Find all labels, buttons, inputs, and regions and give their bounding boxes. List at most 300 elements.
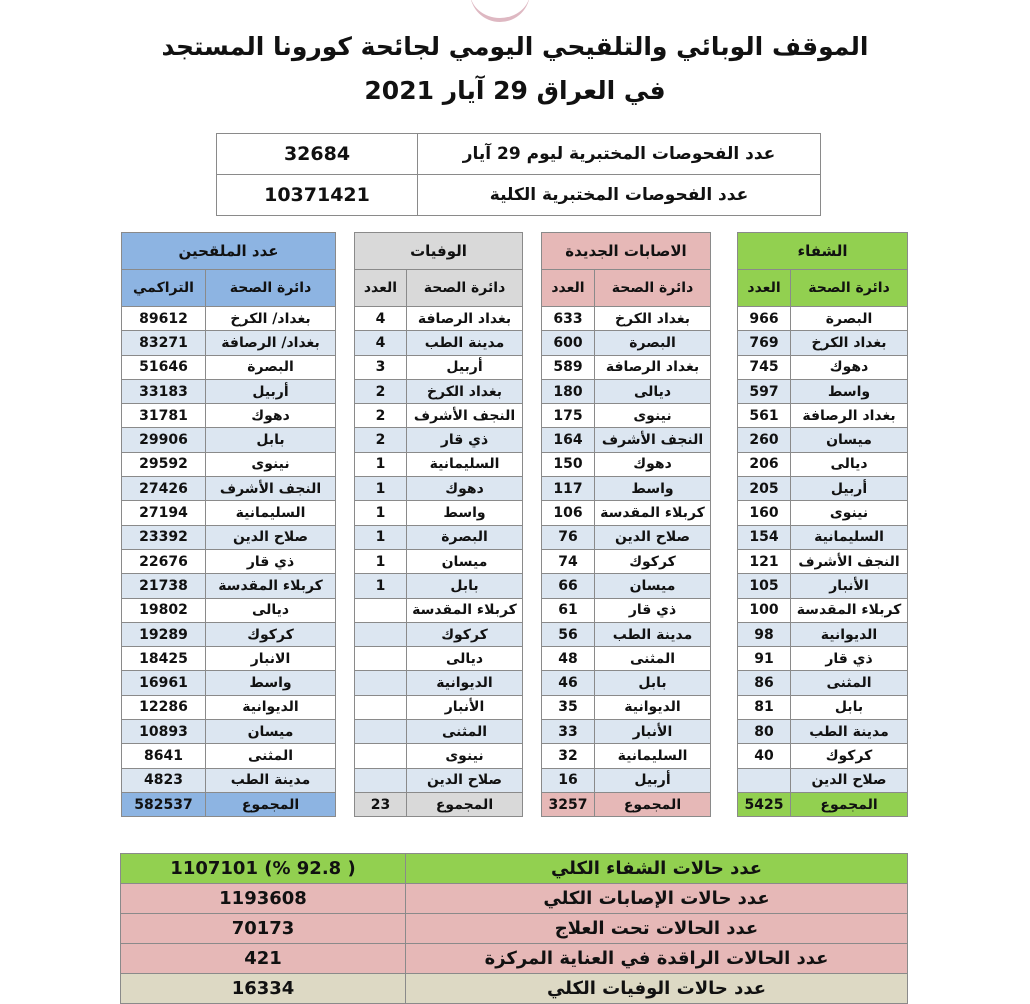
table-title-row [542,233,711,270]
district-name: مدينة الطب [595,622,711,646]
district-name: أربيل [407,355,523,379]
column-header-count: التراكمي [122,270,206,307]
district-count: 61 [542,598,595,622]
summary-label: عدد حالات الإصابات الكلي [406,884,908,914]
district-count: 56 [542,622,595,646]
table-row [355,379,523,403]
district-name: كربلاء المقدسة [407,598,523,622]
district-count: 1 [355,525,407,549]
district-name: صلاح الدين [206,525,336,549]
district-name: نينوى [791,501,908,525]
district-name: ميسان [407,549,523,573]
district-name: ديالى [595,379,711,403]
vaccinated-title: عدد الملقحين [122,233,336,270]
district-name: كربلاء المقدسة [791,598,908,622]
district-count [355,720,407,744]
summary-table [120,853,908,1004]
district-name: الأنبار [791,574,908,598]
district-name: بغداد الرصافة [595,355,711,379]
district-count: 966 [738,307,791,331]
district-count: 76 [542,525,595,549]
deaths-title: الوفيات [355,233,523,270]
table-row [122,574,336,598]
district-name: كربلاء المقدسة [206,574,336,598]
column-header-row [738,270,908,307]
table-row [738,671,908,695]
district-count [738,768,791,792]
district-count: 175 [542,404,595,428]
district-name: المثنى [206,744,336,768]
table-row [542,477,711,501]
district-name: ميسان [206,720,336,744]
total-tests-row [217,175,821,216]
table-row [542,574,711,598]
table-row [542,695,711,719]
column-header-district: دائرة الصحة [595,270,711,307]
district-count: 769 [738,331,791,355]
table-row [122,452,336,476]
summary-row [121,854,908,884]
district-count: 1 [355,574,407,598]
district-name: ديالى [791,452,908,476]
cases-title: الاصابات الجديدة [542,233,711,270]
district-count: 19802 [122,598,206,622]
district-count: 32 [542,744,595,768]
table-title-row [355,233,523,270]
table-row [122,404,336,428]
daily-tests-row [217,134,821,175]
table-row [122,744,336,768]
district-count: 1 [355,452,407,476]
district-name: نينوى [206,452,336,476]
district-name: دهوك [407,477,523,501]
district-count [355,647,407,671]
district-count: 98 [738,622,791,646]
table-row [738,695,908,719]
district-count: 74 [542,549,595,573]
district-name: ذي قار [206,549,336,573]
district-count: 205 [738,477,791,501]
district-name: الديوانية [595,695,711,719]
total-tests-label: عدد الفحوصات المختبرية الكلية [418,175,821,216]
table-title-row [122,233,336,270]
district-count: 19289 [122,622,206,646]
district-count: 35 [542,695,595,719]
table-row [122,307,336,331]
table-row [542,671,711,695]
district-count: 16 [542,768,595,792]
district-name: دهوك [206,404,336,428]
table-row [355,549,523,573]
district-name: المثنى [791,671,908,695]
district-name: كربلاء المقدسة [595,501,711,525]
district-count: 100 [738,598,791,622]
district-name: دهوك [595,452,711,476]
district-count: 89612 [122,307,206,331]
page-title: الموقف الوبائي والتلقيحي اليومي لجائحة كورونا المستجد [161,32,869,61]
district-count: 260 [738,428,791,452]
district-name: السليمانية [206,501,336,525]
district-count [355,768,407,792]
district-count: 206 [738,452,791,476]
total-value: 23 [355,792,407,816]
district-name: أربيل [791,477,908,501]
district-count: 23392 [122,525,206,549]
district-count: 40 [738,744,791,768]
table-row [122,525,336,549]
district-count: 180 [542,379,595,403]
table-row [738,647,908,671]
district-count: 46 [542,671,595,695]
summary-value: 16334 [121,974,406,1004]
page-subtitle-date: في العراق 29 آيار 2021 [364,76,666,105]
district-name: بغداد الكرخ [791,331,908,355]
district-name: النجف الأشرف [206,477,336,501]
column-header-row [542,270,711,307]
table-row [738,549,908,573]
district-count: 1 [355,501,407,525]
table-row [122,549,336,573]
column-header-count: العدد [355,270,407,307]
summary-row [121,974,908,1004]
district-count [355,671,407,695]
district-count: 51646 [122,355,206,379]
district-name: مدينة الطب [791,720,908,744]
column-header-district: دائرة الصحة [206,270,336,307]
table-row [355,331,523,355]
district-count: 154 [738,525,791,549]
district-name: بغداد/ الرصافة [206,331,336,355]
district-name: نينوى [407,744,523,768]
table-row [355,452,523,476]
table-row [738,525,908,549]
total-label: المجموع [791,792,908,816]
district-name: بغداد الرصافة [791,404,908,428]
district-count: 18425 [122,647,206,671]
summary-row [121,914,908,944]
table-row [542,768,711,792]
district-name: صلاح الدين [791,768,908,792]
district-count: 106 [542,501,595,525]
district-count: 91 [738,647,791,671]
district-name: بغداد/ الكرخ [206,307,336,331]
column-header-count: العدد [542,270,595,307]
table-row [122,720,336,744]
column-header-count: العدد [738,270,791,307]
total-value: 3257 [542,792,595,816]
table-row [542,428,711,452]
district-count: 33 [542,720,595,744]
table-row [738,598,908,622]
table-row [355,477,523,501]
table-row [122,695,336,719]
table-row [738,744,908,768]
total-label: المجموع [407,792,523,816]
table-row [542,647,711,671]
table-row [542,501,711,525]
summary-row [121,884,908,914]
district-name: دهوك [791,355,908,379]
daily-tests-value: 32684 [217,134,418,175]
district-name: البصرة [206,355,336,379]
table-row [122,379,336,403]
district-count: 27194 [122,501,206,525]
summary-label: عدد حالات الشفاء الكلي [406,854,908,884]
district-name: النجف الأشرف [595,428,711,452]
table-row [738,307,908,331]
recovery-table [737,232,908,817]
district-count: 33183 [122,379,206,403]
district-name: النجف الأشرف [407,404,523,428]
district-name: البصرة [791,307,908,331]
district-count: 2 [355,379,407,403]
district-name: واسط [206,671,336,695]
district-count: 10893 [122,720,206,744]
district-name: السليمانية [791,525,908,549]
district-count: 27426 [122,477,206,501]
district-name: ذي قار [791,647,908,671]
table-row [738,355,908,379]
summary-label: عدد حالات الوفيات الكلي [406,974,908,1004]
district-name: واسط [595,477,711,501]
district-name: مدينة الطب [206,768,336,792]
district-count: 12286 [122,695,206,719]
deaths-table [354,232,523,817]
district-count: 1 [355,477,407,501]
district-count: 633 [542,307,595,331]
lab-tests-table [216,133,821,216]
district-name: الديوانية [407,671,523,695]
district-count: 22676 [122,549,206,573]
district-name: النجف الأشرف [791,549,908,573]
table-row [355,695,523,719]
district-name: كركوك [407,622,523,646]
district-count: 8641 [122,744,206,768]
total-row [355,792,523,816]
district-name: بابل [407,574,523,598]
district-name: واسط [407,501,523,525]
table-row [738,768,908,792]
summary-label: عدد الحالات الراقدة في العناية المركزة [406,944,908,974]
district-count [355,598,407,622]
summary-row [121,944,908,974]
table-row [122,501,336,525]
district-name: الديوانية [206,695,336,719]
total-value: 582537 [122,792,206,816]
district-count: 160 [738,501,791,525]
district-name: أربيل [206,379,336,403]
table-row [542,355,711,379]
district-count: 589 [542,355,595,379]
table-row [738,622,908,646]
district-name: بابل [791,695,908,719]
total-tests-value: 10371421 [217,175,418,216]
column-header-row [122,270,336,307]
table-row [738,452,908,476]
district-count [355,744,407,768]
table-row [355,428,523,452]
district-name: صلاح الدين [407,768,523,792]
table-row [738,404,908,428]
table-row [542,549,711,573]
table-row [355,574,523,598]
summary-value: 421 [121,944,406,974]
table-row [542,598,711,622]
summary-value: 1193608 [121,884,406,914]
summary-label: عدد الحالات تحت العلاج [406,914,908,944]
total-row [542,792,711,816]
table-row [542,307,711,331]
district-count: 117 [542,477,595,501]
table-row [122,622,336,646]
table-row [738,477,908,501]
district-name: بغداد الكرخ [407,379,523,403]
district-name: كركوك [791,744,908,768]
district-count: 29592 [122,452,206,476]
district-name: البصرة [595,331,711,355]
district-name: الأنبار [595,720,711,744]
district-name: أربيل [595,768,711,792]
district-name: ديالى [407,647,523,671]
table-row [542,525,711,549]
summary-value: 70173 [121,914,406,944]
district-count: 2 [355,404,407,428]
district-name: صلاح الدين [595,525,711,549]
table-row [122,428,336,452]
table-row [122,671,336,695]
column-header-district: دائرة الصحة [407,270,523,307]
total-value: 5425 [738,792,791,816]
table-row [355,404,523,428]
table-row [355,307,523,331]
table-row [355,355,523,379]
table-row [738,428,908,452]
table-row [738,379,908,403]
district-name: مدينة الطب [407,331,523,355]
district-count: 2 [355,428,407,452]
district-count: 164 [542,428,595,452]
total-label: المجموع [595,792,711,816]
district-count: 86 [738,671,791,695]
district-name: الانبار [206,647,336,671]
total-row [122,792,336,816]
table-row [542,379,711,403]
table-row [542,452,711,476]
district-count: 81 [738,695,791,719]
table-row [355,671,523,695]
table-row [355,525,523,549]
column-header-district: دائرة الصحة [791,270,908,307]
table-row [738,720,908,744]
table-row [542,331,711,355]
table-row [355,768,523,792]
district-count: 4823 [122,768,206,792]
district-name: المثنى [595,647,711,671]
column-header-row [355,270,523,307]
district-name: الديوانية [791,622,908,646]
district-name: ذي قار [595,598,711,622]
district-count: 1 [355,549,407,573]
district-count: 4 [355,307,407,331]
district-count: 105 [738,574,791,598]
table-row [122,647,336,671]
district-count: 48 [542,647,595,671]
table-row [122,331,336,355]
daily-tests-label: عدد الفحوصات المختبرية ليوم 29 آيار [418,134,821,175]
district-name: ميسان [791,428,908,452]
district-count: 80 [738,720,791,744]
vaccinated-table [121,232,336,817]
district-name: كركوك [206,622,336,646]
table-title-row [738,233,908,270]
district-name: بغداد الرصافة [407,307,523,331]
district-count: 600 [542,331,595,355]
district-count [355,695,407,719]
district-name: كركوك [595,549,711,573]
district-count: 597 [738,379,791,403]
district-count: 150 [542,452,595,476]
table-row [122,477,336,501]
table-row [542,622,711,646]
district-count: 66 [542,574,595,598]
district-count: 29906 [122,428,206,452]
table-row [355,622,523,646]
district-count: 4 [355,331,407,355]
district-count: 83271 [122,331,206,355]
table-row [542,720,711,744]
table-row [122,355,336,379]
table-row [355,744,523,768]
table-row [355,647,523,671]
table-row [738,574,908,598]
district-name: بغداد الكرخ [595,307,711,331]
table-row [542,404,711,428]
table-row [355,598,523,622]
total-row [738,792,908,816]
district-count: 3 [355,355,407,379]
district-name: بابل [206,428,336,452]
district-name: البصرة [407,525,523,549]
district-count: 121 [738,549,791,573]
district-name: نينوى [595,404,711,428]
district-name: السليمانية [595,744,711,768]
district-name: بابل [595,671,711,695]
table-row [355,501,523,525]
district-count: 561 [738,404,791,428]
district-count: 745 [738,355,791,379]
table-row [738,331,908,355]
recovery-title: الشفاء [738,233,908,270]
district-name: الأنبار [407,695,523,719]
table-row [122,768,336,792]
district-count: 21738 [122,574,206,598]
district-name: السليمانية [407,452,523,476]
district-name: ديالى [206,598,336,622]
table-row [738,501,908,525]
ministry-logo [470,0,530,22]
district-name: ميسان [595,574,711,598]
total-label: المجموع [206,792,336,816]
table-row [355,720,523,744]
district-name: ذي قار [407,428,523,452]
district-count: 31781 [122,404,206,428]
table-row [122,598,336,622]
district-name: المثنى [407,720,523,744]
summary-value: ( 92.8 %) 1107101 [121,854,406,884]
district-name: واسط [791,379,908,403]
district-count [355,622,407,646]
table-row [542,744,711,768]
